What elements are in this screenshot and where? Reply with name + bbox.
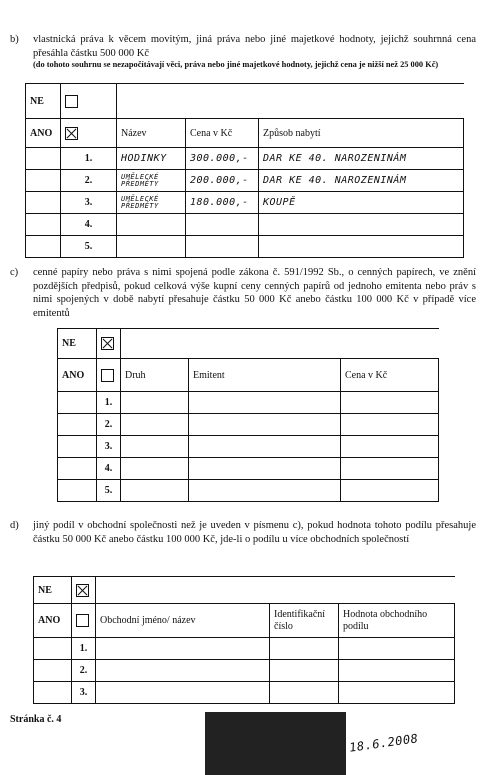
redacted-signature-area <box>205 712 346 775</box>
header-nazev: Název <box>117 119 186 148</box>
ne-checkbox-checked[interactable] <box>76 584 89 597</box>
item-name: UMĚLECKÉ PŘEDMĚTY <box>121 194 159 210</box>
item-name: UMĚLECKÉ PŘEDMĚTY <box>121 172 159 188</box>
header-hodnota: Hodnota obchodního podílu <box>339 604 455 638</box>
ano-label: ANO <box>26 119 61 148</box>
ne-label: NE <box>34 577 72 604</box>
header-ico: Identifikační číslo <box>270 604 339 638</box>
ne-label: NE <box>58 329 97 359</box>
section-d-table <box>33 576 455 704</box>
row-number: 4. <box>61 214 117 236</box>
header-obchodni-jmeno: Obchodní jméno/ název <box>96 604 270 638</box>
row-number: 2. <box>61 170 117 192</box>
section-b-text: vlastnická práva k věcem movitým, jiná práva nebo jiné majetkové hodnoty, jejichž souhrnná cena přesáhla částku 500 000 Kč <box>33 34 476 59</box>
ne-checkbox-checked[interactable] <box>101 337 114 350</box>
ano-label: ANO <box>58 359 97 392</box>
table-row <box>58 392 439 414</box>
header-emitent: Emitent <box>189 359 341 392</box>
item-name: HODINKY <box>121 153 167 164</box>
row-number: 5. <box>97 480 121 502</box>
table-row <box>26 214 464 236</box>
table-row <box>34 638 455 660</box>
row-number: 1. <box>61 148 117 170</box>
table-row <box>26 148 464 170</box>
table-row <box>58 414 439 436</box>
table-row <box>58 480 439 502</box>
section-c-table <box>57 328 439 502</box>
item-method: DAR KE 40. NAROZENINÁM <box>263 175 407 186</box>
item-method: DAR KE 40. NAROZENINÁM <box>263 153 407 164</box>
row-number: 3. <box>72 682 96 704</box>
section-b-table <box>25 83 464 258</box>
ne-label: NE <box>26 84 61 119</box>
section-b-letter: b) <box>10 34 19 45</box>
row-number: 2. <box>72 660 96 682</box>
item-price: 180.000,- <box>190 197 249 208</box>
header-zpusob: Způsob nabytí <box>259 119 464 148</box>
row-number: 5. <box>61 236 117 258</box>
ne-checkbox[interactable] <box>65 95 78 108</box>
row-number: 3. <box>97 436 121 458</box>
row-number: 2. <box>97 414 121 436</box>
ano-checkbox-checked[interactable] <box>65 127 78 140</box>
header-druh: Druh <box>121 359 189 392</box>
section-c-text: cenné papíry nebo práva s nimi spojená podle zákona č. 591/1992 Sb., o cenných papírech, ve znění pozdějších předpisů, pokud celková výše kupní ceny cenných papírů od jednoho emitenta nebo práv s nimi spojených v době nabytí přesahuje částku 50 000 Kč anebo částku 100 000 Kč v případě více emitentů <box>33 267 476 319</box>
section-c-letter: c) <box>10 267 19 278</box>
header-cena: Cena v Kč <box>341 359 439 392</box>
page-number: Stránka č. 4 <box>10 714 62 725</box>
table-row <box>58 436 439 458</box>
row-number: 3. <box>61 192 117 214</box>
header-cena: Cena v Kč <box>186 119 259 148</box>
ano-label: ANO <box>34 604 72 638</box>
row-number: 1. <box>97 392 121 414</box>
signature-date: 18.6.2008 <box>348 731 420 755</box>
item-price: 300.000,- <box>190 153 249 164</box>
item-method: KOUPĚ <box>263 197 296 208</box>
table-row <box>34 660 455 682</box>
table-row <box>58 458 439 480</box>
table-row <box>26 236 464 258</box>
table-row <box>26 170 464 192</box>
table-row <box>34 682 455 704</box>
table-row <box>26 192 464 214</box>
item-price: 200.000,- <box>190 175 249 186</box>
section-d-letter: d) <box>10 520 19 531</box>
ano-checkbox[interactable] <box>101 369 114 382</box>
row-number: 4. <box>97 458 121 480</box>
section-d-text: jiný podíl v obchodní společnosti než je uveden v písmenu c), pokud hodnota tohoto podílu přesahuje částku 50 000 Kč anebo částku 100 000 Kč, jde-li o podílu u více obchodních společností <box>33 520 476 545</box>
section-b-note: (do tohoto souhrnu se nezapočítávají věci, práva nebo jiné majetkové hodnoty, jejichž cena je nižší než 25 000 Kč) <box>33 60 439 69</box>
ano-checkbox[interactable] <box>76 614 89 627</box>
row-number: 1. <box>72 638 96 660</box>
